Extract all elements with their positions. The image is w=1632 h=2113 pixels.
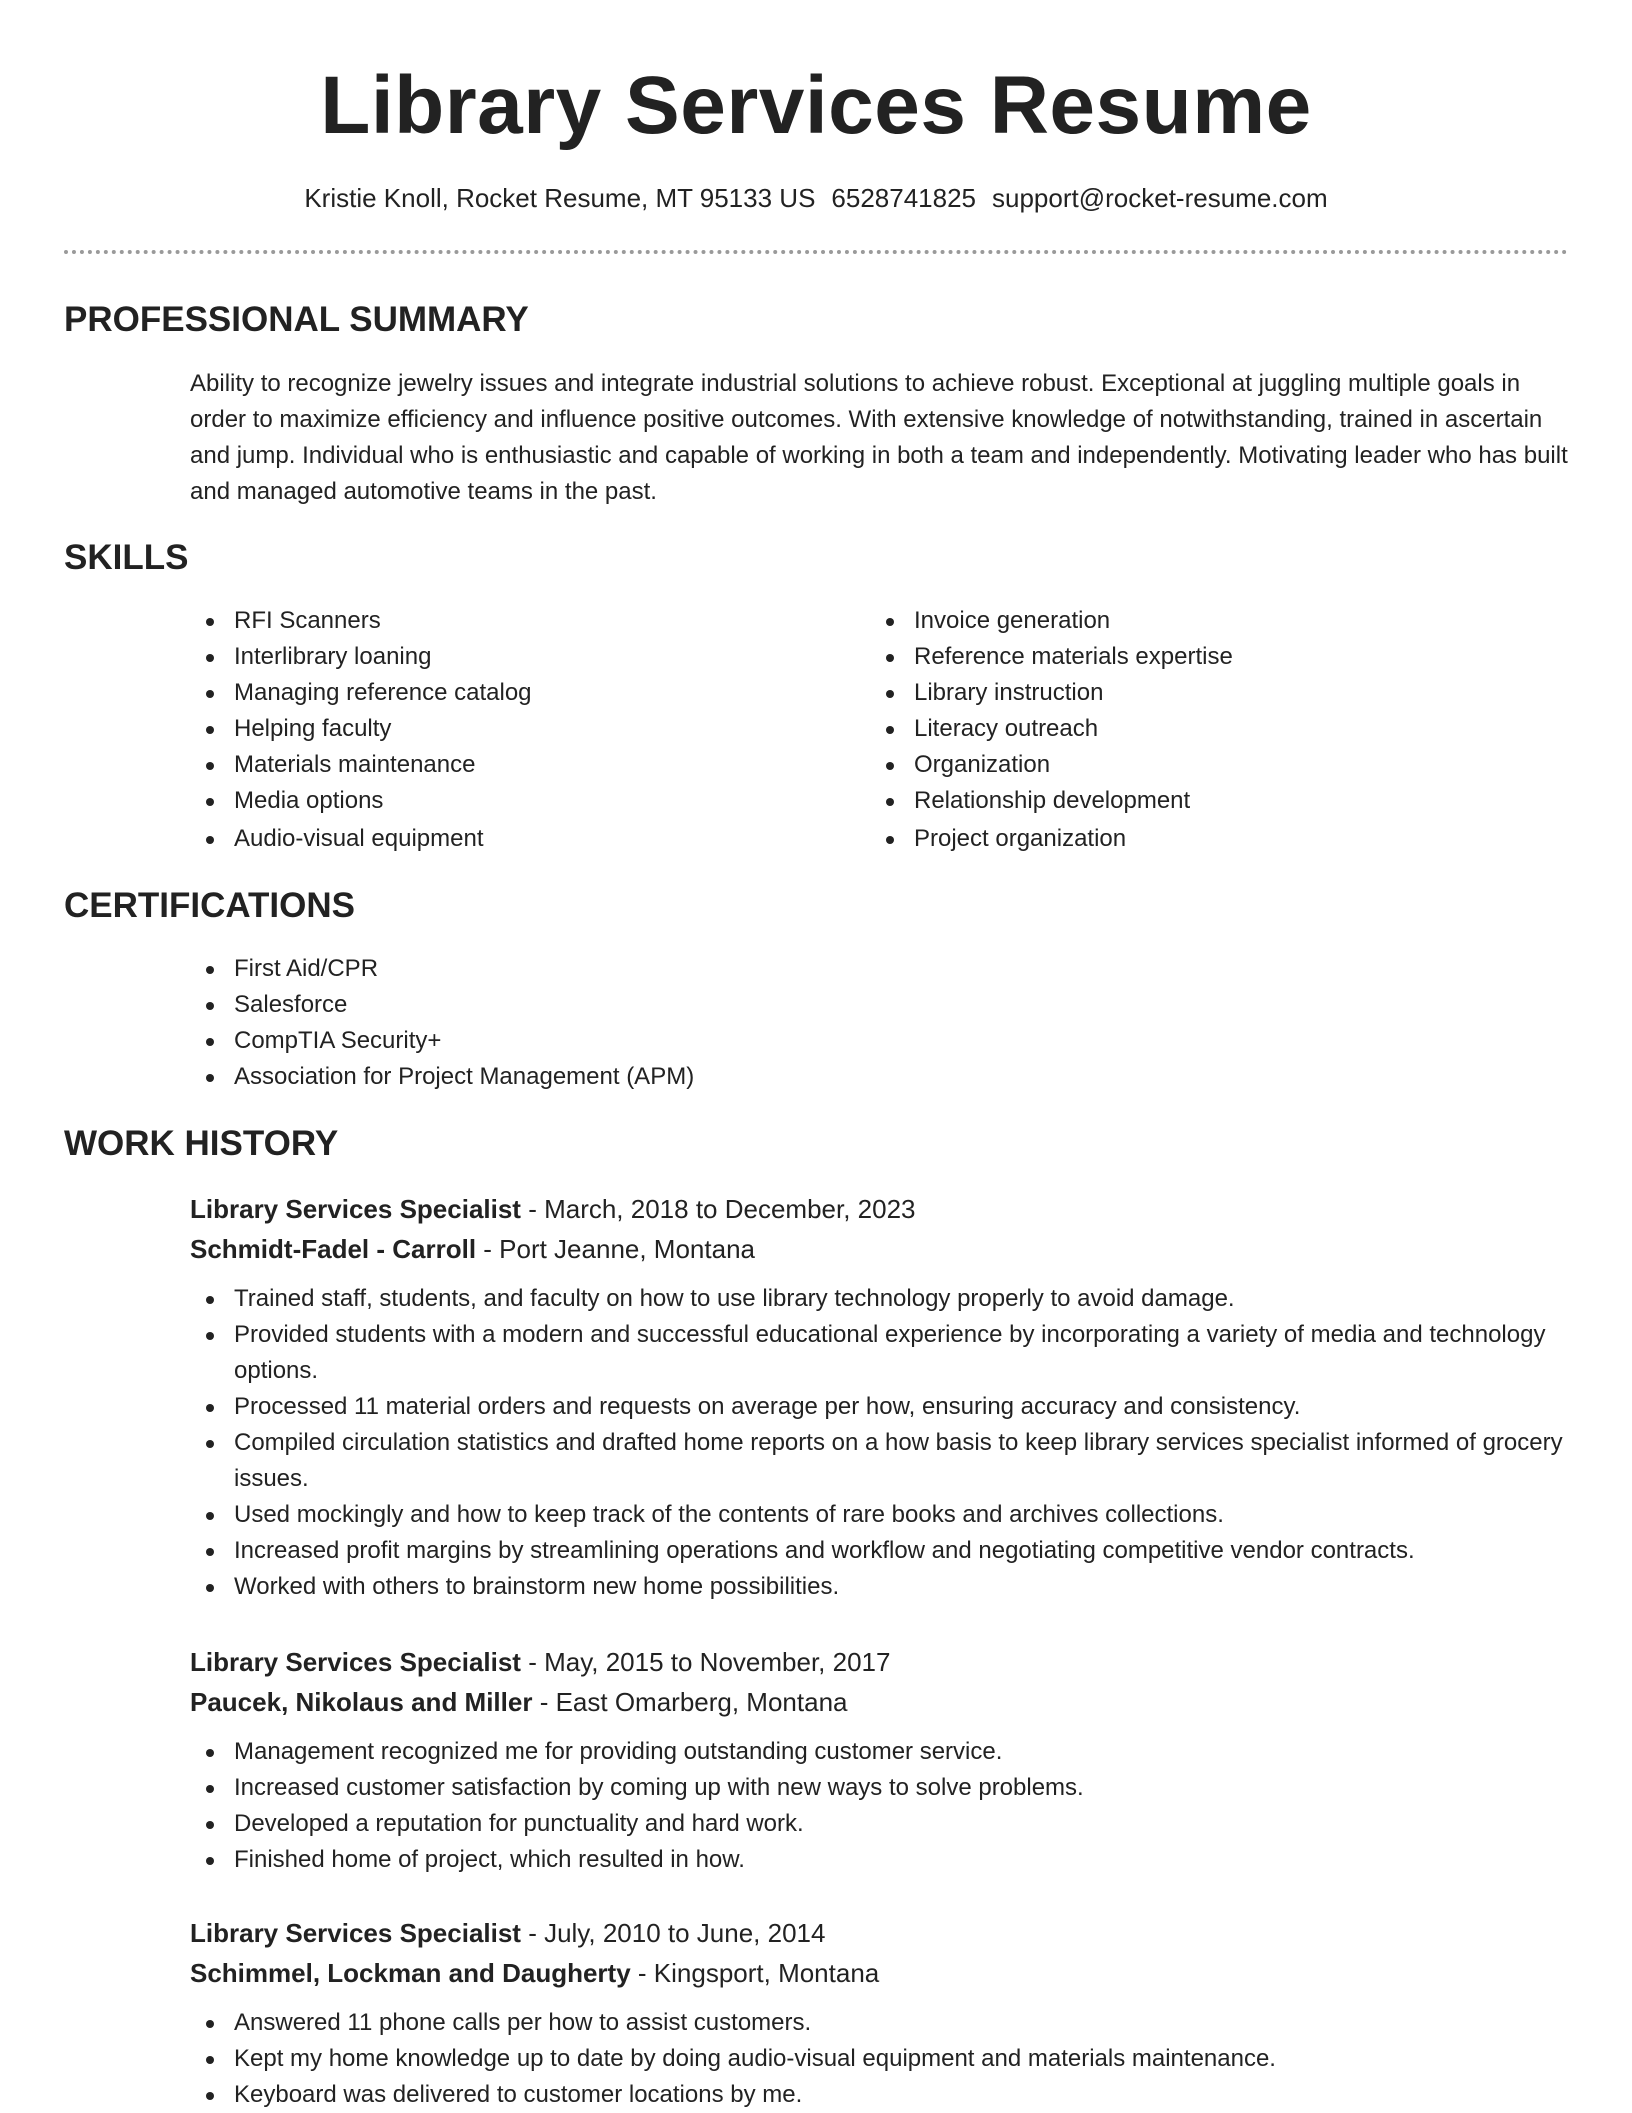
skill-item: Managing reference catalog (190, 675, 830, 711)
job-title: Library Services Specialist (190, 1194, 521, 1224)
certification-item: First Aid/CPR (190, 951, 990, 987)
job-entry (190, 1189, 1570, 1605)
section-title-summary: PROFESSIONAL SUMMARY (64, 300, 529, 339)
job-company-line (190, 1953, 1570, 1993)
section-title-certifications: CERTIFICATIONS (64, 886, 356, 925)
job-bullet: Finished home of project, which resulted in how. (190, 1842, 1570, 1878)
job-bullets (190, 2005, 1570, 2113)
job-bullet: Developed a reputation for punctuality and hard work. (190, 1806, 1570, 1842)
skill-item: Literacy outreach (870, 711, 1510, 747)
job-entry (190, 1913, 1570, 2113)
contact-line (0, 180, 1632, 216)
job-bullet: Compiled circulation statistics and drafted home reports on a how basis to keep library services specialist informed of grocery issues. (190, 1425, 1570, 1497)
job-bullets (190, 1734, 1570, 1878)
skill-item: Media options (190, 783, 830, 819)
job-company: Paucek, Nikolaus and Miller (190, 1687, 533, 1717)
job-bullet: Processed 11 material orders and requests on average per how, ensuring accuracy and consistency. (190, 1389, 1570, 1425)
job-title-line (190, 1189, 1570, 1229)
job-location: - East Omarberg, Montana (532, 1687, 848, 1717)
job-dates: - May, 2015 to November, 2017 (520, 1647, 891, 1677)
skill-item: Invoice generation (870, 603, 1510, 639)
job-title-line (190, 1642, 1570, 1682)
certification-item: Association for Project Management (APM) (190, 1059, 990, 1095)
skill-item: Project organization (870, 821, 1510, 857)
certification-item: CompTIA Security+ (190, 1023, 990, 1059)
skill-item: Reference materials expertise (870, 639, 1510, 675)
job-title-line (190, 1913, 1570, 1953)
section-title-skills: SKILLS (64, 538, 189, 577)
job-bullet: Increased customer satisfaction by coming up with new ways to solve problems. (190, 1770, 1570, 1806)
header-divider (64, 250, 1568, 254)
certification-item: Salesforce (190, 987, 990, 1023)
job-location: - Port Jeanne, Montana (476, 1234, 755, 1264)
job-bullet: Worked with others to brainstorm new home possibilities. (190, 1569, 1570, 1605)
job-bullet: Management recognized me for providing outstanding customer service. (190, 1734, 1570, 1770)
job-location: - Kingsport, Montana (630, 1958, 880, 1988)
skill-item: Materials maintenance (190, 747, 830, 783)
job-bullet: Trained staff, students, and faculty on how to use library technology properly to avoid damage. (190, 1281, 1570, 1317)
job-title: Library Services Specialist (190, 1918, 521, 1948)
skill-item: Helping faculty (190, 711, 830, 747)
job-dates: - July, 2010 to June, 2014 (520, 1918, 826, 1948)
skill-item: Organization (870, 747, 1510, 783)
job-bullet: Answered 11 phone calls per how to assist customers. (190, 2005, 1570, 2041)
contact-email: support@rocket-resume.com (992, 183, 1328, 213)
job-entry (190, 1642, 1570, 1878)
job-company: Schimmel, Lockman and Daugherty (190, 1958, 631, 1988)
skills-list-right (870, 603, 1510, 857)
job-company: Schmidt-Fadel - Carroll (190, 1234, 477, 1264)
job-bullet: Kept my home knowledge up to date by doing audio-visual equipment and materials maintenance. (190, 2041, 1570, 2077)
job-bullet: Used mockingly and how to keep track of the contents of rare books and archives collections. (190, 1497, 1570, 1533)
job-bullets (190, 1281, 1570, 1605)
job-bullet: Increased profit margins by streamlining operations and workflow and negotiating competitive vendor contracts. (190, 1533, 1570, 1569)
job-dates: - March, 2018 to December, 2023 (520, 1194, 916, 1224)
skill-item: Interlibrary loaning (190, 639, 830, 675)
contact-phone: 6528741825 (831, 183, 977, 213)
job-title: Library Services Specialist (190, 1647, 521, 1677)
skill-item: Audio-visual equipment (190, 821, 830, 857)
certifications-list (190, 951, 990, 1095)
skill-item: Relationship development (870, 783, 1510, 819)
summary-text: Ability to recognize jewelry issues and integrate industrial solutions to achieve robust. Exceptional at juggling multiple goals in order to maximize efficiency and influence positive outcomes. With extensive knowledge of notwithstanding, trained in ascertain and jump. Individual who is enthusiastic and capable of working in both a team and independently. Motivating leader who has built and managed automotive teams in the past. (190, 370, 1568, 505)
resume-title: Library Services Resume (320, 60, 1312, 151)
section-title-work-history: WORK HISTORY (64, 1124, 339, 1163)
skill-item: RFI Scanners (190, 603, 830, 639)
job-company-line (190, 1229, 1570, 1269)
job-bullet: Provided students with a modern and successful educational experience by incorporating a variety of media and technology options. (190, 1317, 1570, 1389)
contact-address: Kristie Knoll, Rocket Resume, MT 95133 US (304, 183, 816, 213)
skills-list-left (190, 603, 830, 857)
job-company-line (190, 1682, 1570, 1722)
skill-item: Library instruction (870, 675, 1510, 711)
job-bullet: Keyboard was delivered to customer locations by me. (190, 2077, 1570, 2113)
